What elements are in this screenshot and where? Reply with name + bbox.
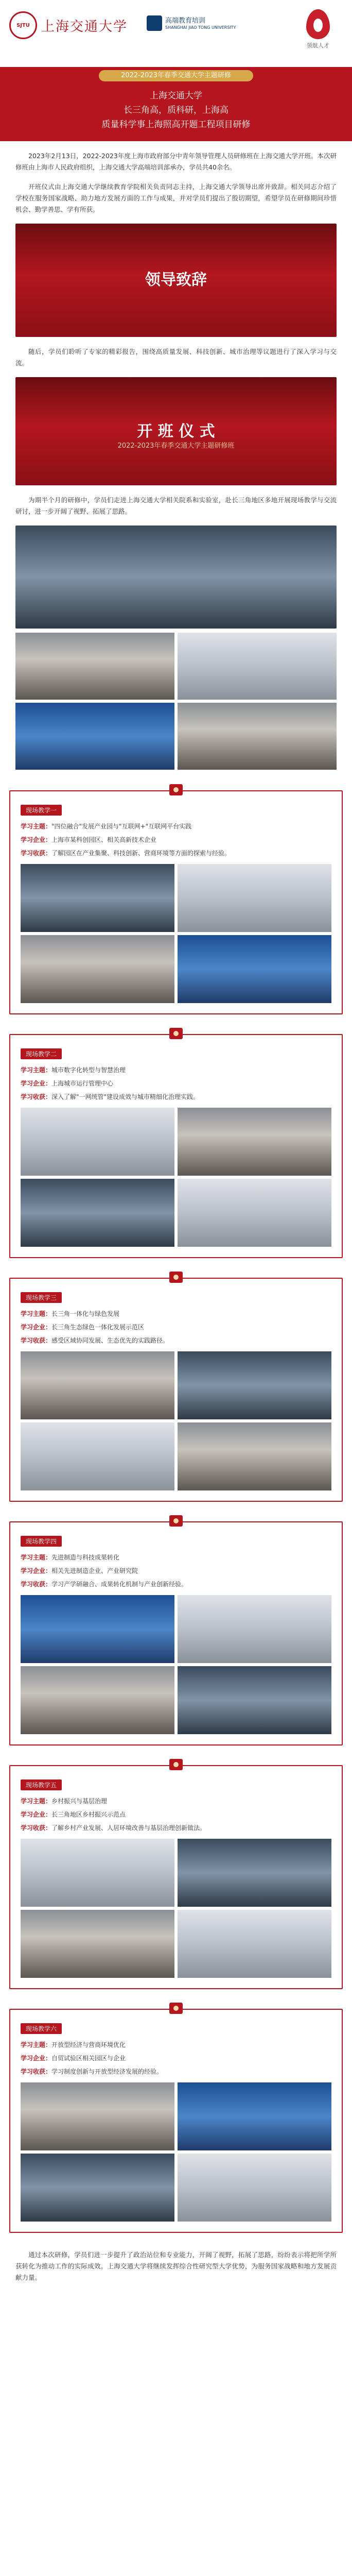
page-header: [0, 0, 352, 67]
visit-row: 学习主题："四位融合"发展产业园与"互联网+"互联网平台实践: [21, 823, 192, 830]
ceremony-photo-caption: 开 班 仪 式: [137, 422, 215, 440]
lecture-photo-4: [178, 703, 337, 770]
visit-tag: 现场教学四: [21, 1536, 62, 1547]
visit-photo: [178, 1351, 331, 1419]
visit-photo: [178, 1179, 331, 1247]
visit-photo: [178, 2154, 331, 2222]
headline-2: 长三角高，质科研，上海高: [124, 105, 228, 115]
paragraph-1: 2023年2月13日，2022-2023年度上海市政府部分中青年领导管理人员研修班在上海交通大学开班。本次研修班由上海市人民政府组织，上海交通大学高端培训部承办，学员共40余名。: [15, 152, 337, 171]
visit-tag: 现场教学二: [21, 1048, 62, 1059]
visit-row: 学习企业：相关先进制造企业、产业研究院: [21, 1567, 138, 1574]
visit-photo: [178, 1666, 331, 1734]
visit-row: 学习主题：乡村振兴与基层治理: [21, 1798, 108, 1805]
visit-row: 学习企业：上海城市运行管理中心: [21, 1080, 114, 1087]
mid-text-2: [0, 485, 352, 517]
flame-icon: [306, 9, 330, 39]
sjtu-calligraphy: 上海交通大学: [41, 19, 128, 35]
lecture-photo-1: [15, 633, 174, 700]
ceremony-photo-sub: 2022-2023年春季交通大学主题研修班: [117, 442, 235, 450]
sjtu-seal-icon: SJTU: [9, 11, 37, 39]
visit-row: 学习收获：学习产学研融合、成果转化机制与产业创新经验。: [21, 1581, 188, 1588]
visit-photo: [21, 1910, 174, 1978]
visit-photo: [21, 2154, 174, 2222]
lecture-photo-3: [15, 703, 174, 770]
visit-photo: [178, 1910, 331, 1978]
visit-row: 学习主题：城市数字化转型与智慧治理: [21, 1066, 126, 1074]
visit-photo: [21, 1839, 174, 1907]
training-logo-sub: SHANGHAI JIAO TONG UNIVERSITY: [165, 25, 236, 30]
visit-photo: [21, 935, 174, 1003]
lecture-photo-2: [178, 633, 337, 700]
visit-photo: [178, 2082, 331, 2150]
leader-logo: [297, 9, 339, 49]
lecture-photo-grid: [15, 633, 337, 770]
visit-row: 学习主题：先进制造与科技成果转化: [21, 1554, 120, 1561]
visit-row: 学习收获：学习制度创新与开放型经济发展的经验。: [21, 2068, 163, 2075]
paragraph-2: 开班仪式由上海交通大学继续教育学院相关负责同志主持，上海交通大学领导出席并致辞。相关同志介绍了学校在服务国家战略、助力地方发展方面的工作与成果，并对学员们提出了殷切期望，希望学员在研修期间珍惜机会、勤学善思、学有所获。: [15, 183, 337, 213]
card-tab-icon: [169, 1515, 183, 1527]
outro-text: 通过本次研修，学员们进一步提升了政治站位和专业能力，开阔了视野，拓展了思路，纷纷表示将把所学所获转化为推动工作的实际成效。上海交通大学将继续发挥综合性研究型大学优势，为服务国家战略和地方发展贡献力量。: [15, 2251, 337, 2281]
visit-photo: [21, 864, 174, 932]
card-tab-icon: [169, 2003, 183, 2014]
program-pill: 2022-2023年春季交通大学主题研修: [99, 70, 253, 81]
training-logo-text: 高端教育培训: [165, 16, 206, 25]
visit-photo: [21, 1108, 174, 1176]
visit-tag: 现场教学一: [21, 805, 62, 816]
headlines: [0, 81, 352, 141]
visit-photo-grid: [21, 864, 331, 1003]
headline-3: 质量科学事上海照高开题工程项目研修: [101, 120, 251, 130]
visit-row: 学习主题：开放型经济与营商环境优化: [21, 2041, 126, 2048]
visit-row: 学习收获：深入了解"一网统管"建设成效与城市精细化治理实践。: [21, 1093, 200, 1100]
visit-photo: [178, 1422, 331, 1490]
visit-photo: [21, 1179, 174, 1247]
headline-1: 上海交通大学: [150, 91, 202, 101]
speech-photo: [15, 224, 337, 337]
visit-photo-grid: [21, 1839, 331, 1978]
visit-photo: [178, 1108, 331, 1176]
visit-row: 学习企业：长三角地区乡村振兴示范点: [21, 1811, 126, 1818]
mid-text: [0, 337, 352, 369]
visit-card-1: [9, 790, 343, 1014]
sjtu-logo: [9, 11, 128, 39]
card-tab-icon: [169, 784, 183, 795]
speech-photo-caption: 领导致辞: [145, 270, 207, 289]
training-mark-icon: [147, 15, 162, 31]
visit-row: 学习收获：了解乡村产业发展、人居环境改善与基层治理创新做法。: [21, 1824, 206, 1832]
visit-row: 学习企业：上海市某科创园区、相关高新技术企业: [21, 836, 157, 843]
visit-card-2: [9, 1034, 343, 1258]
visit-row: 学习收获：了解园区在产业集聚、科技创新、营商环境等方面的探索与经验。: [21, 850, 231, 857]
visit-card-5: [9, 1765, 343, 1989]
visit-photo: [21, 1595, 174, 1663]
visit-tag: 现场教学五: [21, 1780, 62, 1790]
visit-photo-grid: [21, 2082, 331, 2222]
lecture-photo: [15, 526, 337, 629]
visit-row: 学习收获：感受区域协同发展、生态优先的实践路径。: [21, 1337, 169, 1344]
ceremony-photo: [15, 377, 337, 485]
card-tab-icon: [169, 1759, 183, 1770]
visit-row: 学习企业：长三角生态绿色一体化发展示范区: [21, 1324, 145, 1331]
visit-photo: [21, 2082, 174, 2150]
intro-text: [0, 141, 352, 215]
visit-tag: 现场教学六: [21, 2023, 62, 2034]
visit-photo: [178, 864, 331, 932]
visit-photo: [178, 1839, 331, 1907]
visit-photo-grid: [21, 1595, 331, 1734]
title-block: [0, 67, 352, 141]
visit-photo: [21, 1351, 174, 1419]
visit-photo: [178, 1595, 331, 1663]
visit-photo-grid: [21, 1108, 331, 1247]
card-tab-icon: [169, 1272, 183, 1283]
visit-photo-grid: [21, 1351, 331, 1490]
card-tab-icon: [169, 1028, 183, 1039]
visit-card-6: [9, 2009, 343, 2233]
visit-photo: [178, 935, 331, 1003]
visit-photo: [21, 1666, 174, 1734]
visit-card-3: [9, 1278, 343, 1502]
training-logo: [147, 15, 236, 31]
visit-photo: [21, 1422, 174, 1490]
leader-logo-caption: 领航人才: [307, 42, 329, 49]
paragraph-4: 为期半个月的研修中，学员们走进上海交通大学相关院系和实验室，赴长三角地区多地开展现场教学与交流研讨，进一步开阔了视野、拓展了思路。: [15, 496, 337, 515]
visit-tag: 现场教学三: [21, 1292, 62, 1303]
visit-row: 学习主题：长三角一体化与绿色发展: [21, 1310, 120, 1317]
paragraph-3: 随后，学员们聆听了专家的精彩报告，围绕高质量发展、科技创新、城市治理等议题进行了深入学习与交流。: [15, 348, 337, 367]
visit-row: 学习企业：自贸试验区相关园区与企业: [21, 2055, 126, 2062]
visit-card-4: [9, 1521, 343, 1745]
